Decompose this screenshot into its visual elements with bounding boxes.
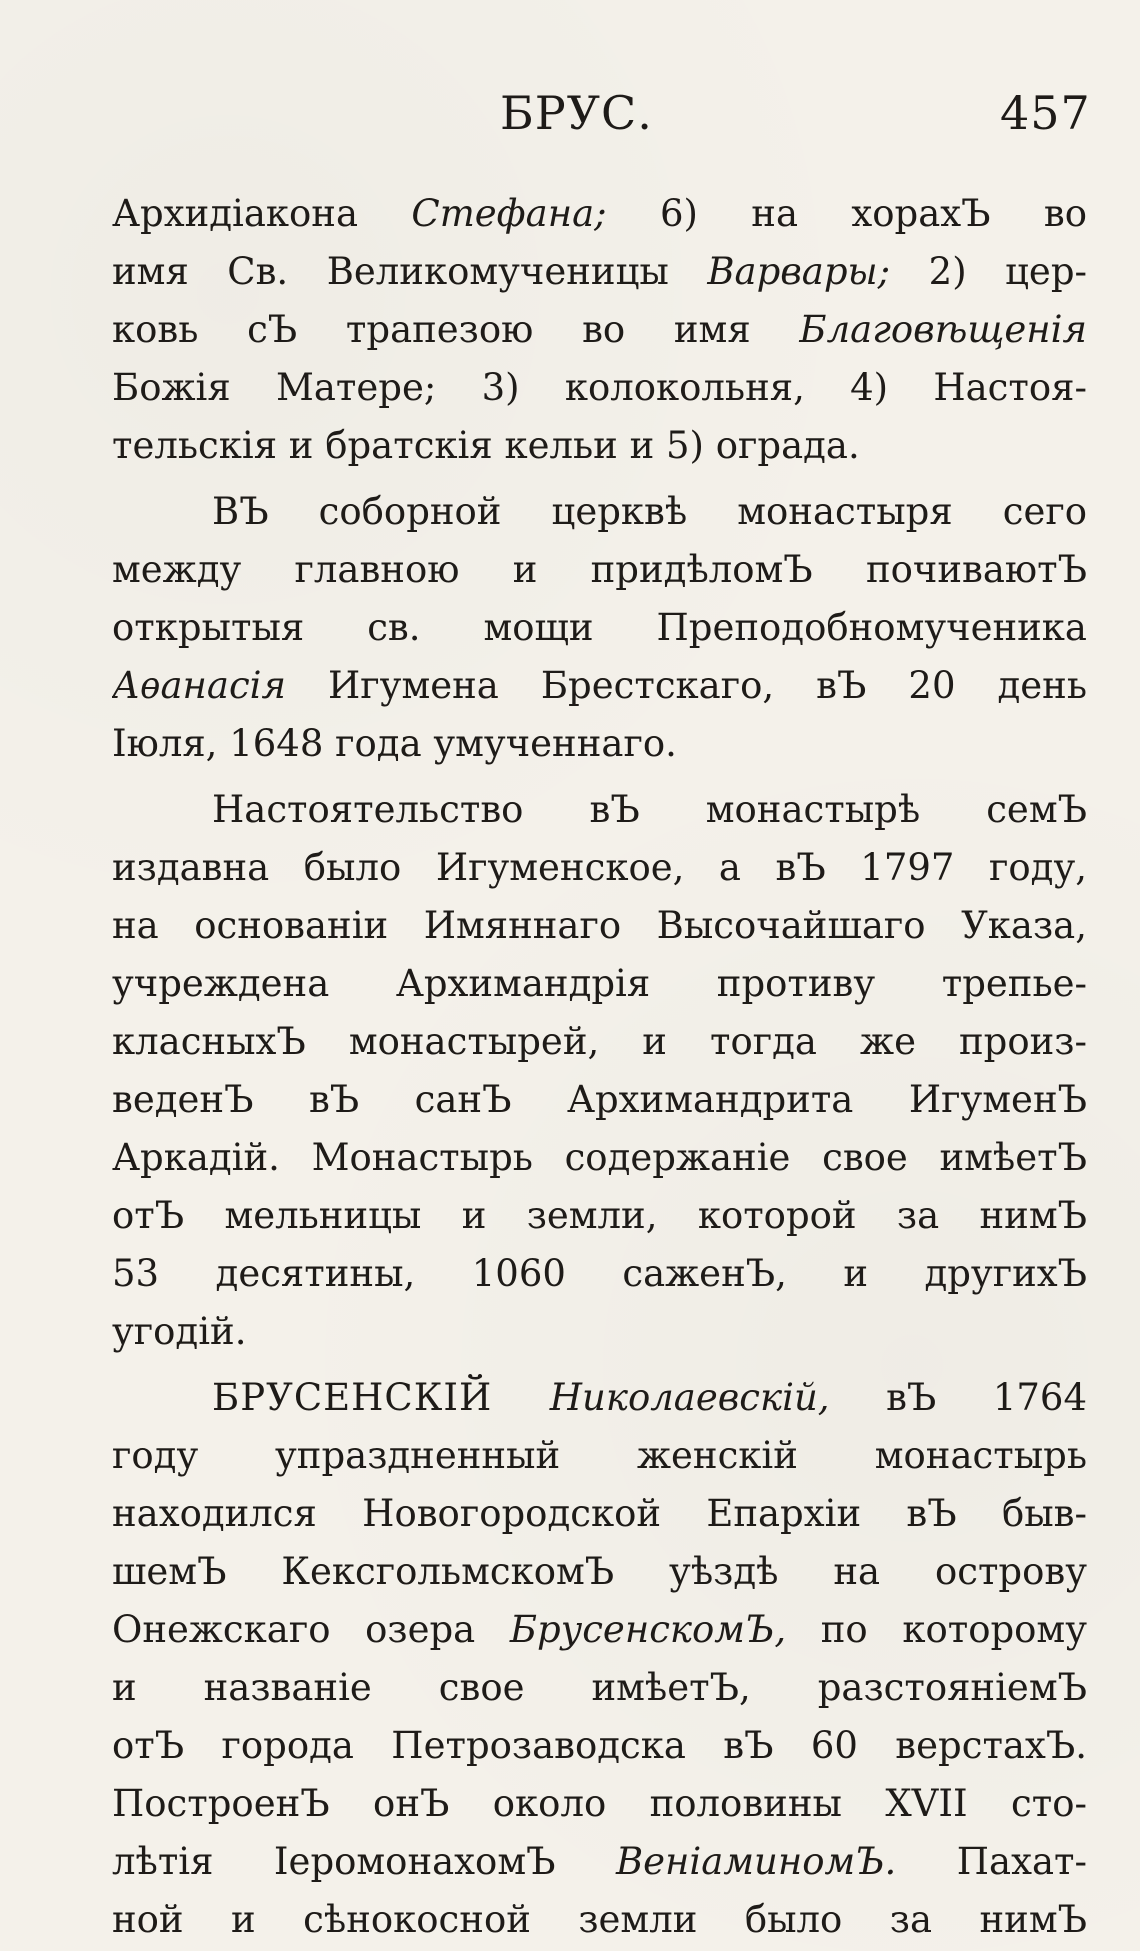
paragraph-4-line-6: и названiе свое имѣетЪ, разстоянiемЪ <box>112 1666 1087 1709</box>
paragraph-3-line-3: на основанiи Имяннаго Высочайшаго Указа, <box>112 904 1087 947</box>
italic-name: Николаевскiй, <box>549 1376 830 1419</box>
text-fragment: по которому <box>786 1608 1087 1651</box>
paragraph-4-line-9 <box>112 1833 1087 1891</box>
text-fragment: Игумена Брестскаго, вЪ 20 день <box>286 664 1087 707</box>
text-fragment: Архидiакона <box>112 192 412 235</box>
italic-name: Благовѣщенiя <box>799 308 1087 351</box>
italic-name: Варвары; <box>707 250 891 293</box>
main-text <box>112 185 1087 1949</box>
italic-name: Аѳанасiя <box>112 664 286 707</box>
paragraph-3-line-2: издавна было Игуменское, а вЪ 1797 году, <box>112 846 1087 889</box>
text-line-3 <box>112 301 1087 359</box>
paragraph-3-line-10: угодiй. <box>112 1310 247 1353</box>
paragraph-3-line-8: отЪ мельницы и земли, которой за нимЪ <box>112 1194 1087 1237</box>
paragraph-2-line-1: ВЪ соборной церквѣ монастыря сего <box>212 490 1087 533</box>
paragraph-3-line-7: Аркадiй. Монастырь содержанiе свое имѣетЪ <box>112 1136 1087 1179</box>
paragraph-2-line-4 <box>112 657 1087 715</box>
text-fragment: Пахат- <box>896 1840 1087 1883</box>
text-fragment: имя Св. Великомученицы <box>112 250 708 293</box>
text-line-5: тельскiя и братскiя кельи и 5) ограда. <box>112 424 860 467</box>
paragraph-3-line-6: веденЪ вЪ санЪ Архимандрита ИгуменЪ <box>112 1078 1087 1121</box>
paragraph-4-line-5 <box>112 1601 1087 1659</box>
italic-name: ВенiаминомЪ. <box>615 1840 897 1883</box>
paragraph-3-line-9: 53 десятины, 1060 саженЪ, и другихЪ <box>112 1252 1087 1295</box>
page-header <box>0 86 1140 156</box>
text-fragment: лѣтiя IеромонахомЪ <box>112 1840 616 1883</box>
paragraph-2-line-2: между главною и придѣломЪ почиваютЪ <box>112 548 1087 591</box>
paragraph-4-line-3: находился Новогородской Епархiи вЪ быв- <box>112 1492 1087 1535</box>
paragraph-2-line-3: открытыя св. мощи Преподобномученика <box>112 606 1087 649</box>
text-fragment: Онежскаго озера <box>112 1608 510 1651</box>
paragraph-2-line-5: Iюля, 1648 года умученнаго. <box>112 722 677 765</box>
paragraph-4-line-2: году упраздненный женскiй монастырь <box>112 1434 1087 1477</box>
text-fragment: ковь сЪ трапезою во имя <box>112 308 800 351</box>
paragraph-3-line-1: Настоятельство вЪ монастырѣ семЪ <box>212 788 1087 831</box>
paragraph-3-line-5: класныхЪ монастырей, и тогда же произ- <box>112 1020 1087 1063</box>
page-number: 457 <box>1000 86 1091 140</box>
text-line-2 <box>112 243 1087 301</box>
italic-name: БрусенскомЪ, <box>509 1608 787 1651</box>
paragraph-4-line-1 <box>112 1369 1087 1427</box>
paragraph-3-line-4: учреждена Архимандрiя противу трепье- <box>112 962 1087 1005</box>
text-fragment: 6) на хорахЪ во <box>606 192 1087 235</box>
text-fragment: 2) цер- <box>890 250 1087 293</box>
running-head: БРУС. <box>500 86 653 140</box>
paragraph-4-line-7: отЪ города Петрозаводска вЪ 60 верстахЪ. <box>112 1724 1087 1767</box>
text-line-1 <box>112 185 1087 243</box>
paragraph-4-line-8: ПостроенЪ онЪ около половины XVII сто- <box>112 1782 1087 1825</box>
entry-title: БРУСЕНСКIЙ <box>212 1376 550 1419</box>
italic-name: Стефана; <box>411 192 607 235</box>
text-line-4: Божiя Матере; 3) колокольня, 4) Настоя- <box>112 366 1087 409</box>
text-fragment: вЪ 1764 <box>829 1376 1087 1419</box>
paragraph-4-line-10: ной и сѣнокосной земли было за нимЪ <box>112 1898 1087 1941</box>
paragraph-4-line-4: шемЪ КексгольмскомЪ уѣздѣ на острову <box>112 1550 1087 1593</box>
